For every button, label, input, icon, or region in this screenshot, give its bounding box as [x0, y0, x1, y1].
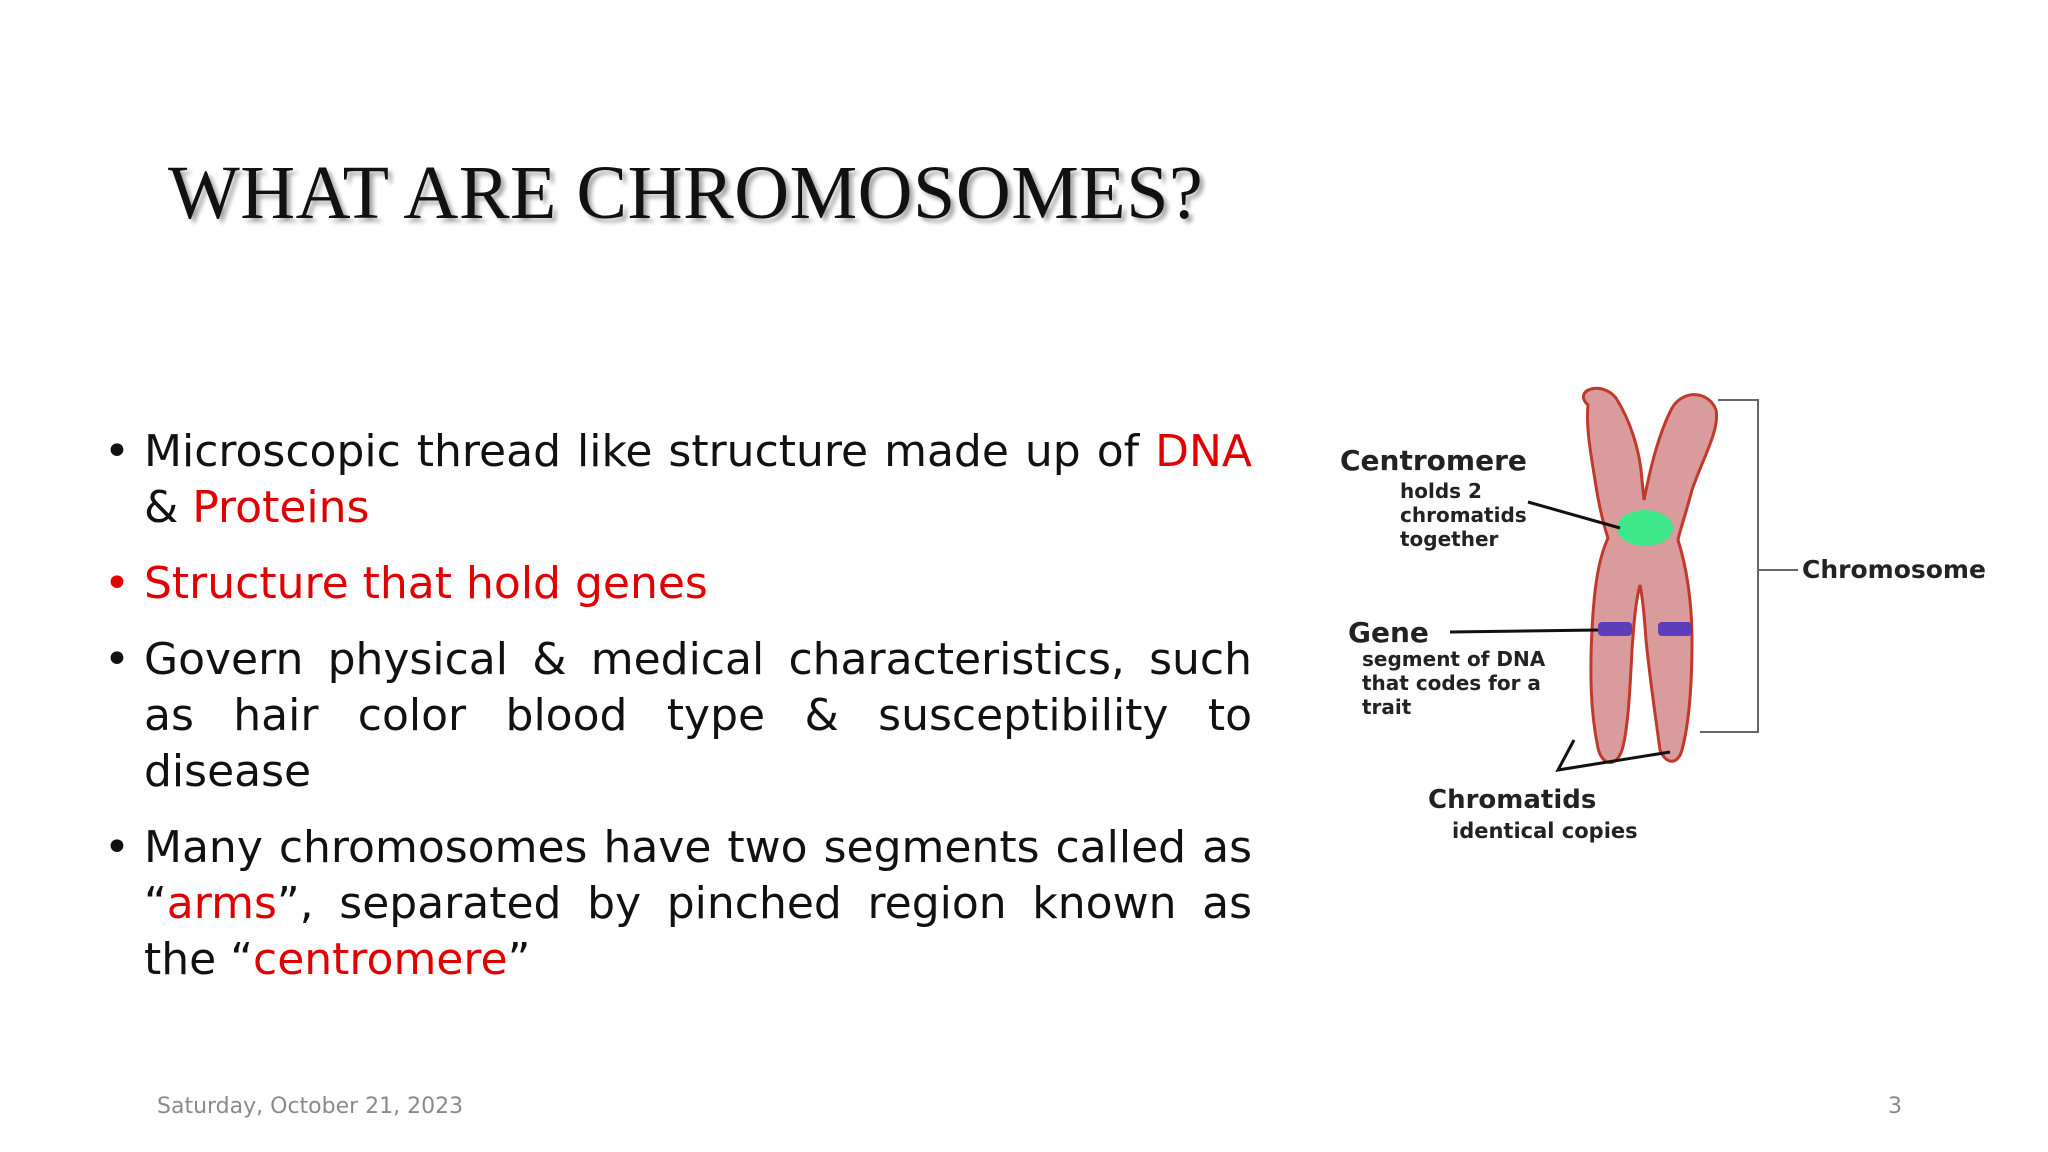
gene-desc-2: that codes for a [1362, 671, 1541, 695]
slide-title: WHAT ARE CHROMOSOMES? [168, 151, 1204, 235]
highlight-structure-genes: Structure that hold genes [144, 558, 708, 609]
chromosome-bracket [1700, 400, 1798, 732]
highlight-proteins: Proteins [192, 482, 370, 533]
gene-label: Gene [1348, 616, 1429, 649]
centromere-desc-3: together [1400, 527, 1499, 551]
gene-desc-3: trait [1362, 695, 1412, 719]
bullet-text: ” [507, 934, 531, 985]
chromosome-shape [1583, 388, 1716, 762]
chromatids-label: Chromatids [1428, 785, 1597, 815]
bullet-text: ”, separated by pinched region known as the “ [144, 878, 1252, 985]
gene-pointer [1450, 630, 1598, 632]
bullet-item [104, 820, 1252, 988]
page-number: 3 [1888, 1094, 1902, 1119]
chromosome-diagram [1340, 380, 2030, 860]
highlight-dna: DNA [1155, 426, 1252, 477]
chromosome-label: Chromosome [1802, 555, 1986, 584]
gene-band-right [1658, 622, 1692, 636]
gene-band-left [1598, 622, 1632, 636]
bullet-text: Govern physical & medical characteristics, such as hair color blood type & susceptibility to disease [144, 634, 1252, 797]
highlight-centromere: centromere [253, 934, 508, 985]
bullet-text: Microscopic thread like structure made up of [144, 426, 1156, 477]
bullet-list [104, 424, 1252, 1008]
highlight-arms: arms [166, 878, 277, 929]
centromere-desc-1: holds 2 [1400, 479, 1482, 503]
bullet-text: & [144, 482, 193, 533]
footer-date: Saturday, October 21, 2023 [157, 1094, 464, 1119]
centromere-label: Centromere [1340, 444, 1527, 477]
centromere-blob [1617, 510, 1673, 546]
bullet-item [104, 556, 1252, 612]
chromatids-desc: identical copies [1452, 819, 1638, 843]
gene-desc-1: segment of DNA [1362, 647, 1546, 671]
centromere-desc-2: chromatids [1400, 503, 1527, 527]
bullet-text: Many chromosomes have two segments called as “ [144, 822, 1252, 929]
bullet-item [104, 632, 1252, 800]
bullet-item [104, 424, 1252, 536]
